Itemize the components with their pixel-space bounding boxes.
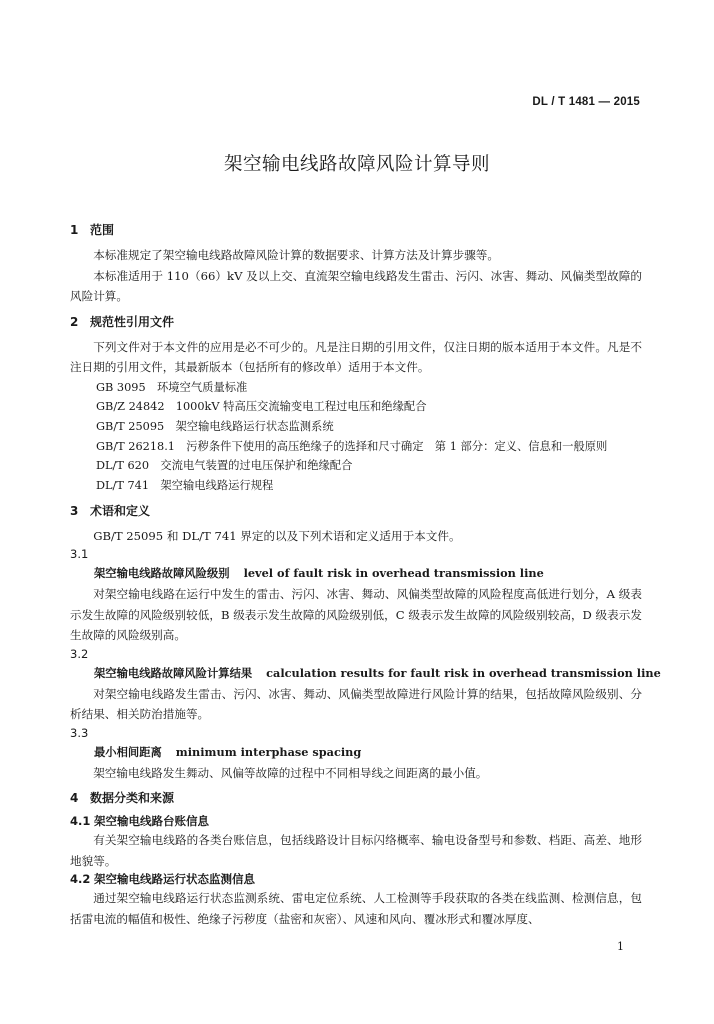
- reference-item: GB/T 25095 架空输电线路运行状态监测系统: [96, 419, 334, 433]
- term-en: calculation results for fault risk in overhead transmission line: [266, 665, 661, 680]
- term-definition: 对架空输电线路发生雷击、污闪、冰害、舞动、风偏类型故障进行风险计算的结果，包括故障风险级别、分析结果、相关防治措施等。: [70, 686, 642, 722]
- reference-item: GB/T 26218.1 污秽条件下使用的高压绝缘子的选择和尺寸确定 第 1 部分：定义、信息和一般原则: [96, 439, 608, 453]
- term-heading: [70, 563, 642, 584]
- term-heading: [70, 663, 661, 684]
- term-en: minimum interphase spacing: [175, 744, 362, 759]
- reference-item: DL/T 741 架空输电线路运行规程: [96, 479, 274, 493]
- reference-item: GB/Z 24842 1000kV 特高压交流输变电工程过电压和绝缘配合: [96, 400, 427, 414]
- term-heading: [70, 742, 642, 763]
- section-4-heading: [70, 789, 642, 807]
- subsection-number: 4.1: [70, 814, 91, 829]
- term-number: 3.2: [70, 646, 89, 661]
- page-number: 1: [617, 940, 624, 953]
- section-number: 4: [70, 791, 79, 806]
- section-number: 3: [70, 503, 79, 518]
- term-en: level of fault risk in overhead transmission line: [243, 566, 544, 581]
- subsection-number: 4.2: [70, 872, 91, 887]
- term-cn: 架空输电线路故障风险级别: [94, 567, 230, 581]
- term-number: 3.3: [70, 725, 89, 740]
- term-number: 3.1: [70, 547, 89, 562]
- subsection-heading: [70, 871, 642, 888]
- paragraph: 本标准规定了架空输电线路故障风险计算的数据要求、计算方法及计算步骤等。: [93, 248, 499, 262]
- paragraph: 下列文件对于本文件的应用是必不可少的。凡是注日期的引用文件，仅注日期的版本适用于本文件。凡是不注日期的引用文件，其最新版本（包括所有的修改单）适用于本文件。: [70, 339, 642, 374]
- term-cn: 最小相间距离: [94, 745, 162, 759]
- section-number: 1: [70, 223, 79, 237]
- subsection-title: 架空输电线路台账信息: [94, 814, 209, 829]
- section-1-heading: [70, 221, 642, 239]
- section-number: 2: [70, 314, 79, 329]
- document-body: [70, 221, 661, 929]
- paragraph: GB/T 25095 和 DL/T 741 界定的以及下列术语和定义适用于本文件。: [93, 528, 461, 543]
- term-definition: 架空输电线路发生舞动、风偏等故障的过程中不同相导线之间距离的最小值。: [93, 765, 488, 780]
- subsection-title: 架空输电线路运行状态监测信息: [94, 872, 255, 887]
- term-cn: 架空输电线路故障风险计算结果: [94, 666, 253, 680]
- section-2-heading: [70, 313, 642, 331]
- section-3-heading: [70, 502, 642, 520]
- subsection-heading: [70, 813, 642, 830]
- document-code: DL / T 1481 — 2015: [532, 96, 640, 108]
- term-definition: 对架空输电线路在运行中发生的雷击、污闪、冰害、舞动、风偏类型故障的风险程度高低进行划分，A 级表示发生故障的风险级别较低，B 级表示发生故障的风险级别低，C 级表示发生故障的风险级别较高，D 级表示发生故障的风险级别高。: [70, 587, 642, 643]
- section-title: 数据分类和来源: [90, 791, 175, 806]
- section-title: 范围: [90, 223, 115, 237]
- paragraph: 通过架空输电线路运行状态监测系统、雷电定位系统、人工检测等手段获取的各类在线监测、检测信息，包括雷电流的幅值和极性、绝缘子污秽度（盐密和灰密）、风速和风向、覆冰形式和覆冰厚度、: [70, 891, 642, 926]
- document-title: 架空输电线路故障风险计算导则: [223, 154, 490, 175]
- section-title: 规范性引用文件: [90, 314, 175, 329]
- section-title: 术语和定义: [90, 503, 151, 518]
- reference-item: DL/T 620 交流电气装置的过电压保护和绝缘配合: [96, 459, 353, 473]
- paragraph: 有关架空输电线路的各类台账信息，包括线路设计目标闪络概率、输电设备型号和参数、档距、高差、地形地貌等。: [70, 833, 642, 868]
- reference-item: GB 3095 环境空气质量标准: [96, 380, 248, 394]
- paragraph: 本标准适用于 110（66）kV 及以上交、直流架空输电线路发生雷击、污闪、冰害、舞动、风偏类型故障的风险计算。: [70, 268, 642, 303]
